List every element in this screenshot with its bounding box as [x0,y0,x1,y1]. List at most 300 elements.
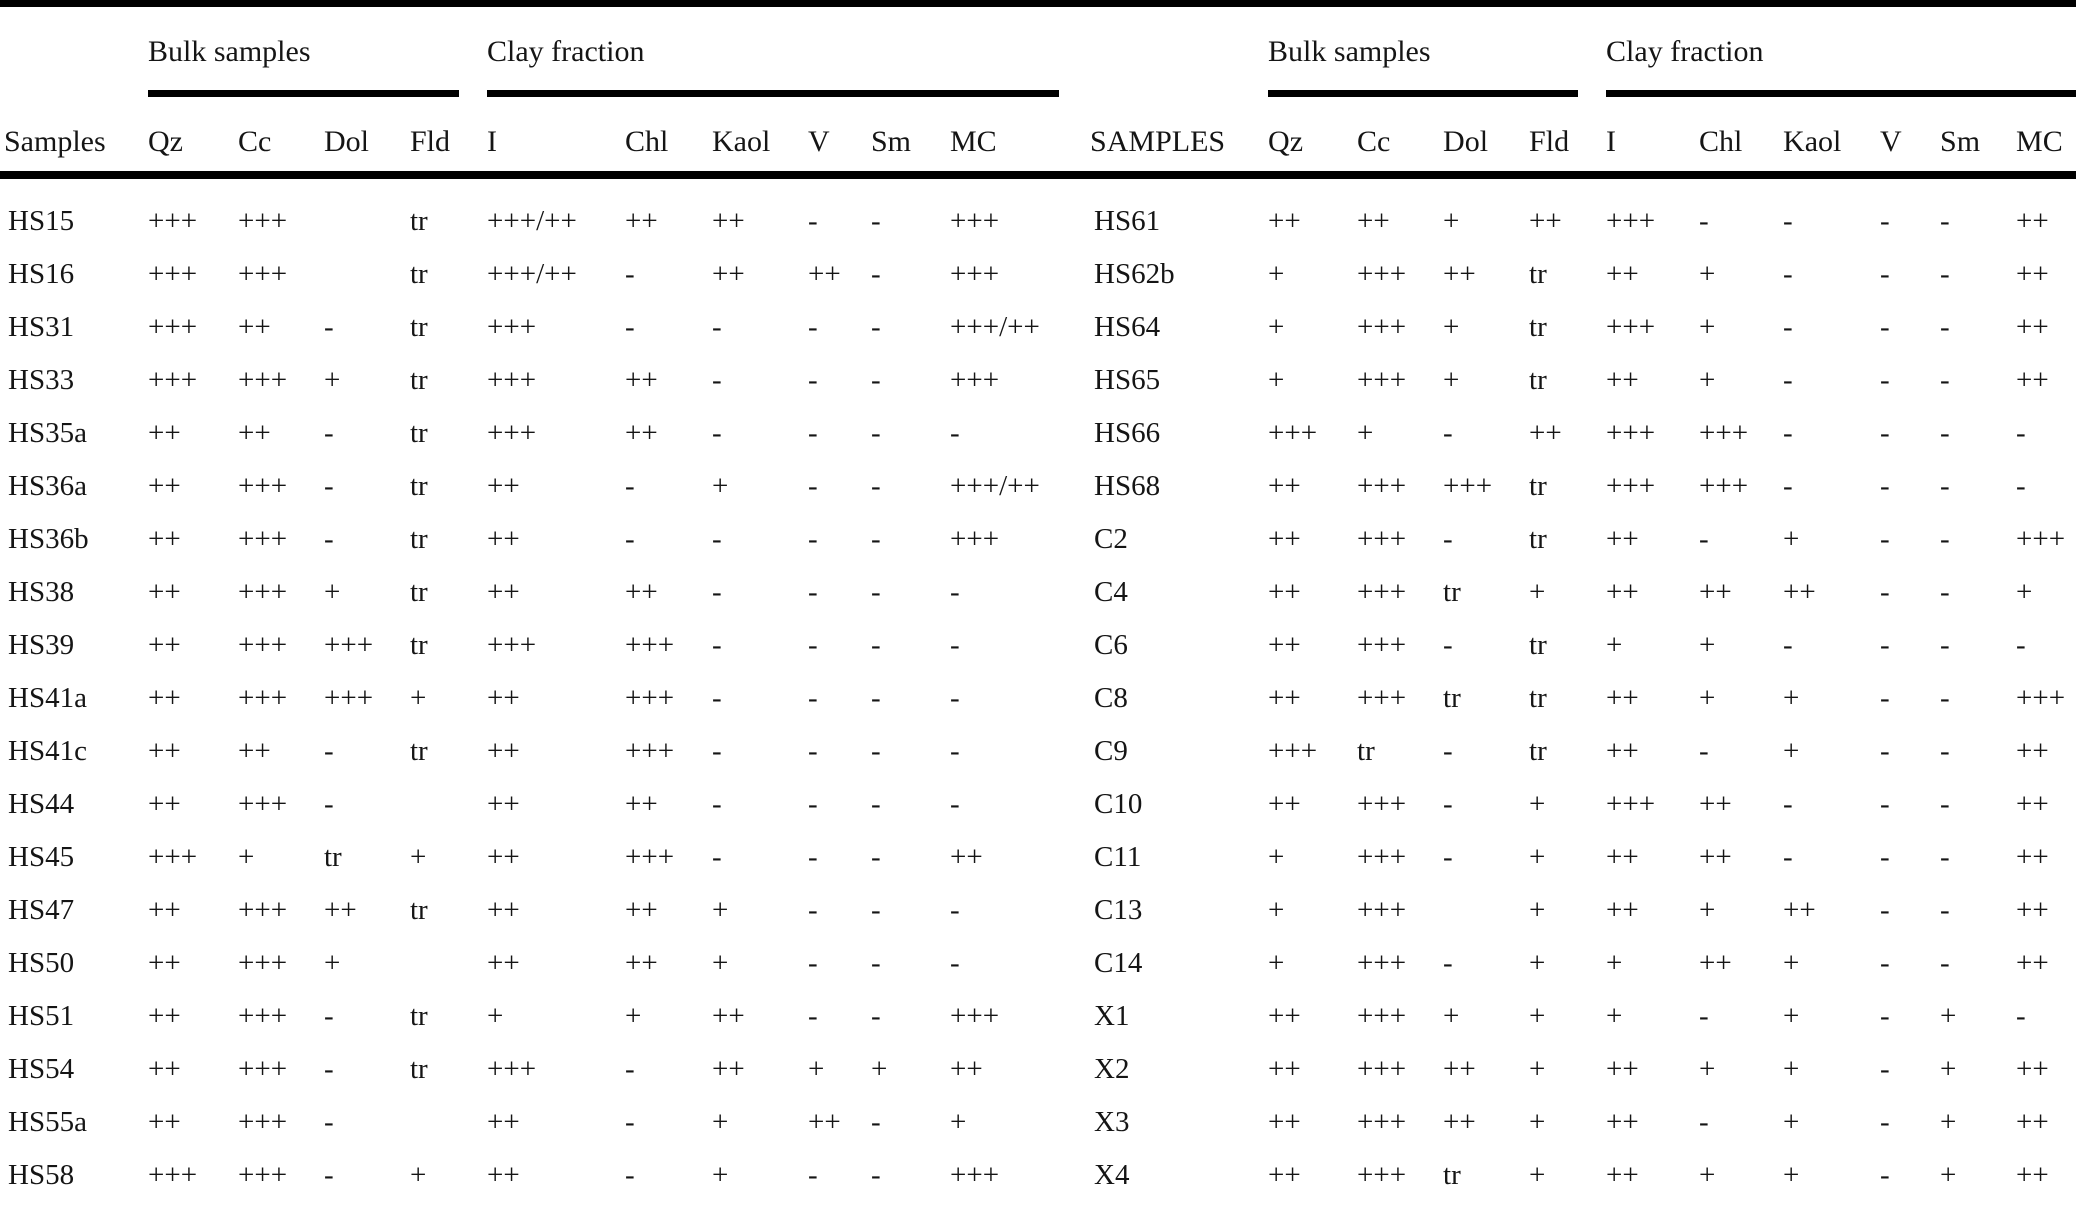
column-header-v: V [1880,97,1940,175]
value-cell: - [808,205,818,237]
value-cell: +++ [148,205,198,237]
column-header-sm: Sm [871,97,950,175]
sample-id-cell: C2 [1094,523,1128,555]
value-cell: tr [1529,682,1547,714]
sample-id-cell: HS58 [8,1159,75,1191]
value-cell: - [1783,629,1793,661]
value-cell: + [1699,1159,1716,1191]
value-cell: +++ [1699,470,1749,502]
value-cell: ++ [148,788,181,820]
value-cell: tr [410,311,428,343]
column-header-chl: Chl [1699,97,1783,175]
value-cell: +++ [950,1159,1000,1191]
value-cell: - [1783,841,1793,873]
value-cell: ++ [1606,1106,1639,1138]
value-cell: +++ [487,311,537,343]
value-cell: - [1880,205,1890,237]
value-cell: +++ [238,1159,288,1191]
table-row [1086,990,2076,1043]
value-cell: - [1940,417,1950,449]
value-cell: +++ [1606,417,1656,449]
sample-column-header: Samples [0,97,148,175]
sample-id-cell: HS38 [8,576,75,608]
value-cell: tr [1529,258,1547,290]
value-cell: ++ [1268,1053,1301,1085]
value-cell: ++ [2016,894,2049,926]
value-cell: - [808,629,818,661]
value-cell: ++ [712,1000,745,1032]
value-cell: + [950,1106,967,1138]
value-cell: + [808,1053,825,1085]
sample-id-cell: HS31 [8,311,75,343]
value-cell: + [1783,1106,1800,1138]
value-cell: - [1783,364,1793,396]
value-cell: - [1880,417,1890,449]
value-cell: +++ [1357,1106,1407,1138]
value-cell: ++ [1268,470,1301,502]
value-cell: +++ [1357,576,1407,608]
sample-id-cell: X1 [1094,1000,1130,1032]
table-row [1086,1043,2076,1096]
value-cell: + [1268,258,1285,290]
value-cell: + [871,1053,888,1085]
value-cell: ++ [238,735,271,767]
value-cell: +++ [1357,523,1407,555]
column-header-qz: Qz [1268,97,1357,175]
value-cell: ++ [487,841,520,873]
value-cell: ++ [1268,1000,1301,1032]
column-header-mc: MC [950,97,1086,175]
value-cell: ++ [2016,1159,2049,1191]
group-header-row [1086,7,2076,97]
table-row [0,354,1086,407]
value-cell: - [1699,1106,1709,1138]
group-header-clay-fraction: Clay fraction [487,7,1086,97]
value-cell: ++ [1268,629,1301,661]
table-row [0,407,1086,460]
value-cell: ++ [487,894,520,926]
value-cell: - [950,894,960,926]
value-cell: +++ [1268,417,1318,449]
table-row [0,672,1086,725]
value-cell: - [324,735,334,767]
value-cell: - [1783,205,1793,237]
value-cell: +++ [238,947,288,979]
value-cell: - [808,1159,818,1191]
value-cell: tr [1529,311,1547,343]
value-cell: - [1699,1000,1709,1032]
value-cell: tr [410,523,428,555]
column-header-row [1086,97,2076,175]
sample-id-cell: HS66 [1094,417,1161,449]
sample-id-cell: HS47 [8,894,75,926]
sample-id-cell: C6 [1094,629,1128,661]
value-cell: - [871,417,881,449]
value-cell: ++ [148,1000,181,1032]
value-cell: +++ [950,1000,1000,1032]
value-cell: - [324,417,334,449]
value-cell: + [1940,1106,1957,1138]
value-cell: - [808,1000,818,1032]
column-header-dol: Dol [1443,97,1529,175]
value-cell [324,175,410,248]
value-cell: - [324,1053,334,1085]
group-header-bulk-samples: Bulk samples [1268,7,1606,97]
value-cell: - [1940,894,1950,926]
column-header-v: V [808,97,871,175]
table-row [0,619,1086,672]
value-cell: - [712,417,722,449]
value-cell: +++ [1357,788,1407,820]
sample-id-cell: HS41c [8,735,87,767]
value-cell: +++ [1443,470,1493,502]
value-cell: ++ [712,258,745,290]
value-cell: - [1443,735,1453,767]
value-cell: ++ [625,894,658,926]
value-cell: ++ [148,682,181,714]
value-cell: ++ [487,1159,520,1191]
value-cell: + [1940,1000,1957,1032]
sample-id-cell: C4 [1094,576,1128,608]
value-cell: - [808,947,818,979]
value-cell: +++ [1699,417,1749,449]
value-cell: tr [410,1000,428,1032]
value-cell: - [1443,841,1453,873]
value-cell: - [871,523,881,555]
value-cell: +++ [950,364,1000,396]
value-cell: + [1529,576,1546,608]
value-cell: + [1940,1159,1957,1191]
value-cell: ++ [148,735,181,767]
value-cell: - [1940,364,1950,396]
value-cell: +++ [238,894,288,926]
value-cell: ++ [1606,364,1639,396]
value-cell: - [1880,364,1890,396]
value-cell: ++ [1268,576,1301,608]
value-cell: ++ [2016,364,2049,396]
table-row [0,301,1086,354]
value-cell: + [712,1106,729,1138]
value-cell: - [808,470,818,502]
table-row [0,1043,1086,1096]
sample-id-cell: HS54 [8,1053,75,1085]
value-cell: - [712,629,722,661]
sample-id-cell: HS15 [8,205,75,237]
value-cell: - [1783,417,1793,449]
value-cell: - [1443,947,1453,979]
value-cell: ++ [324,894,357,926]
sample-id-cell: HS68 [1094,470,1161,502]
value-cell: ++ [1699,947,1732,979]
table-row [1086,354,2076,407]
value-cell: - [808,682,818,714]
value-cell [410,778,487,831]
value-cell: - [625,1053,635,1085]
value-cell: - [871,258,881,290]
value-cell: - [871,682,881,714]
value-cell: tr [410,1053,428,1085]
value-cell: + [2016,576,2033,608]
value-cell: - [871,841,881,873]
value-cell: - [1880,894,1890,926]
value-cell: - [1699,523,1709,555]
value-cell: ++ [1268,1159,1301,1191]
value-cell: ++ [1443,258,1476,290]
value-cell: - [808,841,818,873]
value-cell: - [324,470,334,502]
value-cell: ++ [1699,841,1732,873]
value-cell: +++ [238,470,288,502]
value-cell: + [1443,205,1460,237]
value-cell: - [871,311,881,343]
sample-column-header: SAMPLES [1086,97,1268,175]
value-cell: + [1783,735,1800,767]
value-cell: +++ [148,364,198,396]
value-cell: +++ [487,364,537,396]
value-cell: - [1699,205,1709,237]
value-cell: - [324,523,334,555]
value-cell: - [1443,629,1453,661]
value-cell: +++ [324,629,374,661]
value-cell: +++ [487,1053,537,1085]
table-row [0,1096,1086,1149]
value-cell: +++ [324,682,374,714]
value-cell: - [712,735,722,767]
column-header-row [0,97,1086,175]
sample-id-cell: HS16 [8,258,75,290]
column-header-i: I [487,97,625,175]
value-cell: +++ [1606,788,1656,820]
value-cell: - [324,1106,334,1138]
value-cell: tr [1443,1159,1461,1191]
sample-id-cell: HS45 [8,841,75,873]
value-cell: ++ [487,947,520,979]
value-cell: ++ [238,417,271,449]
value-cell: ++ [487,470,520,502]
value-cell: - [1940,205,1950,237]
value-cell: ++ [2016,1106,2049,1138]
value-cell: ++ [487,682,520,714]
value-cell: ++ [1606,523,1639,555]
value-cell: ++ [1606,258,1639,290]
value-cell: ++ [1268,682,1301,714]
value-cell: - [1940,788,1950,820]
value-cell: - [625,470,635,502]
value-cell: + [1606,629,1623,661]
value-cell: + [1443,1000,1460,1032]
value-cell: tr [1357,735,1375,767]
value-cell: - [1880,788,1890,820]
value-cell: - [1880,629,1890,661]
sample-id-cell: C14 [1094,947,1143,979]
value-cell: ++ [148,629,181,661]
value-cell: + [1529,1159,1546,1191]
value-cell: + [1699,682,1716,714]
value-cell: ++ [238,311,271,343]
value-cell: +++ [950,258,1000,290]
value-cell: + [324,364,341,396]
value-cell: + [1443,364,1460,396]
value-cell: - [1783,788,1793,820]
value-cell: ++ [148,523,181,555]
value-cell: + [1357,417,1374,449]
value-cell: - [950,629,960,661]
value-cell: - [871,629,881,661]
table-row [1086,831,2076,884]
value-cell: - [1940,576,1950,608]
sample-id-cell: C11 [1094,841,1142,873]
value-cell: + [1268,311,1285,343]
value-cell: ++ [1606,682,1639,714]
value-cell: - [1880,258,1890,290]
column-header-chl: Chl [625,97,712,175]
value-cell: ++ [2016,788,2049,820]
value-cell: - [2016,470,2026,502]
value-cell: - [1699,735,1709,767]
value-cell: - [625,311,635,343]
value-cell: - [1443,523,1453,555]
mineralogy-tables [0,7,2076,1202]
value-cell: - [1940,311,1950,343]
value-cell: - [1940,523,1950,555]
value-cell: - [950,576,960,608]
value-cell: ++ [148,470,181,502]
value-cell: + [1783,1000,1800,1032]
value-cell: +++/++ [487,258,577,290]
value-cell: +++ [1357,682,1407,714]
value-cell: tr [410,576,428,608]
value-cell: + [1940,1053,1957,1085]
value-cell: - [871,947,881,979]
value-cell: ++ [2016,258,2049,290]
value-cell: +++/++ [950,311,1040,343]
value-cell: ++ [2016,205,2049,237]
value-cell: - [808,788,818,820]
value-cell: +++ [1357,1159,1407,1191]
value-cell: ++ [148,894,181,926]
value-cell: ++ [148,417,181,449]
value-cell: ++ [1606,576,1639,608]
value-cell: + [1529,841,1546,873]
value-cell: +++ [1357,311,1407,343]
table-header [0,7,1086,175]
sample-id-cell: HS51 [8,1000,75,1032]
value-cell: ++ [2016,311,2049,343]
value-cell: +++ [238,682,288,714]
value-cell: + [1606,947,1623,979]
value-cell: tr [1529,364,1547,396]
value-cell: +++ [1357,947,1407,979]
value-cell: - [1783,311,1793,343]
value-cell: +++ [238,629,288,661]
value-cell: ++ [1606,1159,1639,1191]
value-cell: - [1880,682,1890,714]
value-cell: ++ [2016,735,2049,767]
group-header-clay-fraction: Clay fraction [1606,7,2076,97]
value-cell: +++ [950,523,1000,555]
column-header-cc: Cc [1357,97,1443,175]
group-header-spacer [1086,7,1268,97]
value-cell: + [410,1159,427,1191]
table-row [0,725,1086,778]
value-cell: ++ [2016,1053,2049,1085]
value-cell: ++ [625,947,658,979]
value-cell: +++/++ [487,205,577,237]
value-cell [324,248,410,301]
value-cell: ++ [1699,576,1732,608]
value-cell: ++ [625,205,658,237]
value-cell: + [324,576,341,608]
table-row [1086,248,2076,301]
value-cell: +++ [238,364,288,396]
value-cell: - [808,311,818,343]
value-cell: + [1699,1053,1716,1085]
value-cell: tr [1443,576,1461,608]
value-cell: + [1699,629,1716,661]
value-cell: - [1880,311,1890,343]
value-cell: ++ [625,788,658,820]
table-row [0,248,1086,301]
table-row [1086,937,2076,990]
value-cell: tr [410,417,428,449]
value-cell: ++ [712,1053,745,1085]
value-cell: - [625,523,635,555]
column-header-mc: MC [2016,97,2076,175]
value-cell: ++ [625,417,658,449]
column-header-sm: Sm [1940,97,2016,175]
value-cell: + [1529,788,1546,820]
value-cell: +++ [238,258,288,290]
value-cell: - [1940,258,1950,290]
value-cell: - [950,947,960,979]
table-header [1086,7,2076,175]
value-cell: ++ [625,576,658,608]
value-cell: ++ [625,364,658,396]
value-cell: ++ [148,1106,181,1138]
sample-id-cell: HS33 [8,364,75,396]
value-cell: + [1699,311,1716,343]
column-header-fld: Fld [410,97,487,175]
table-row [0,884,1086,937]
value-cell: - [808,894,818,926]
value-cell: - [712,576,722,608]
sample-id-cell: C10 [1094,788,1143,820]
value-cell: ++ [1606,841,1639,873]
value-cell: - [712,311,722,343]
value-cell: +++ [950,205,1000,237]
value-cell: - [808,364,818,396]
value-cell: + [1699,894,1716,926]
value-cell: tr [410,364,428,396]
value-cell: + [410,841,427,873]
value-cell: ++ [1606,894,1639,926]
column-header-dol: Dol [324,97,410,175]
value-cell: - [871,894,881,926]
value-cell: +++ [487,629,537,661]
value-cell: +++ [238,523,288,555]
value-cell: +++ [1357,1000,1407,1032]
value-cell: - [1880,1106,1890,1138]
value-cell: + [410,682,427,714]
value-cell: +++ [1357,470,1407,502]
value-cell: - [950,682,960,714]
sample-id-cell: HS44 [8,788,75,820]
value-cell: ++ [1529,205,1562,237]
value-cell: ++ [1268,523,1301,555]
value-cell: tr [1529,523,1547,555]
value-cell: - [871,576,881,608]
value-cell: +++ [1606,311,1656,343]
